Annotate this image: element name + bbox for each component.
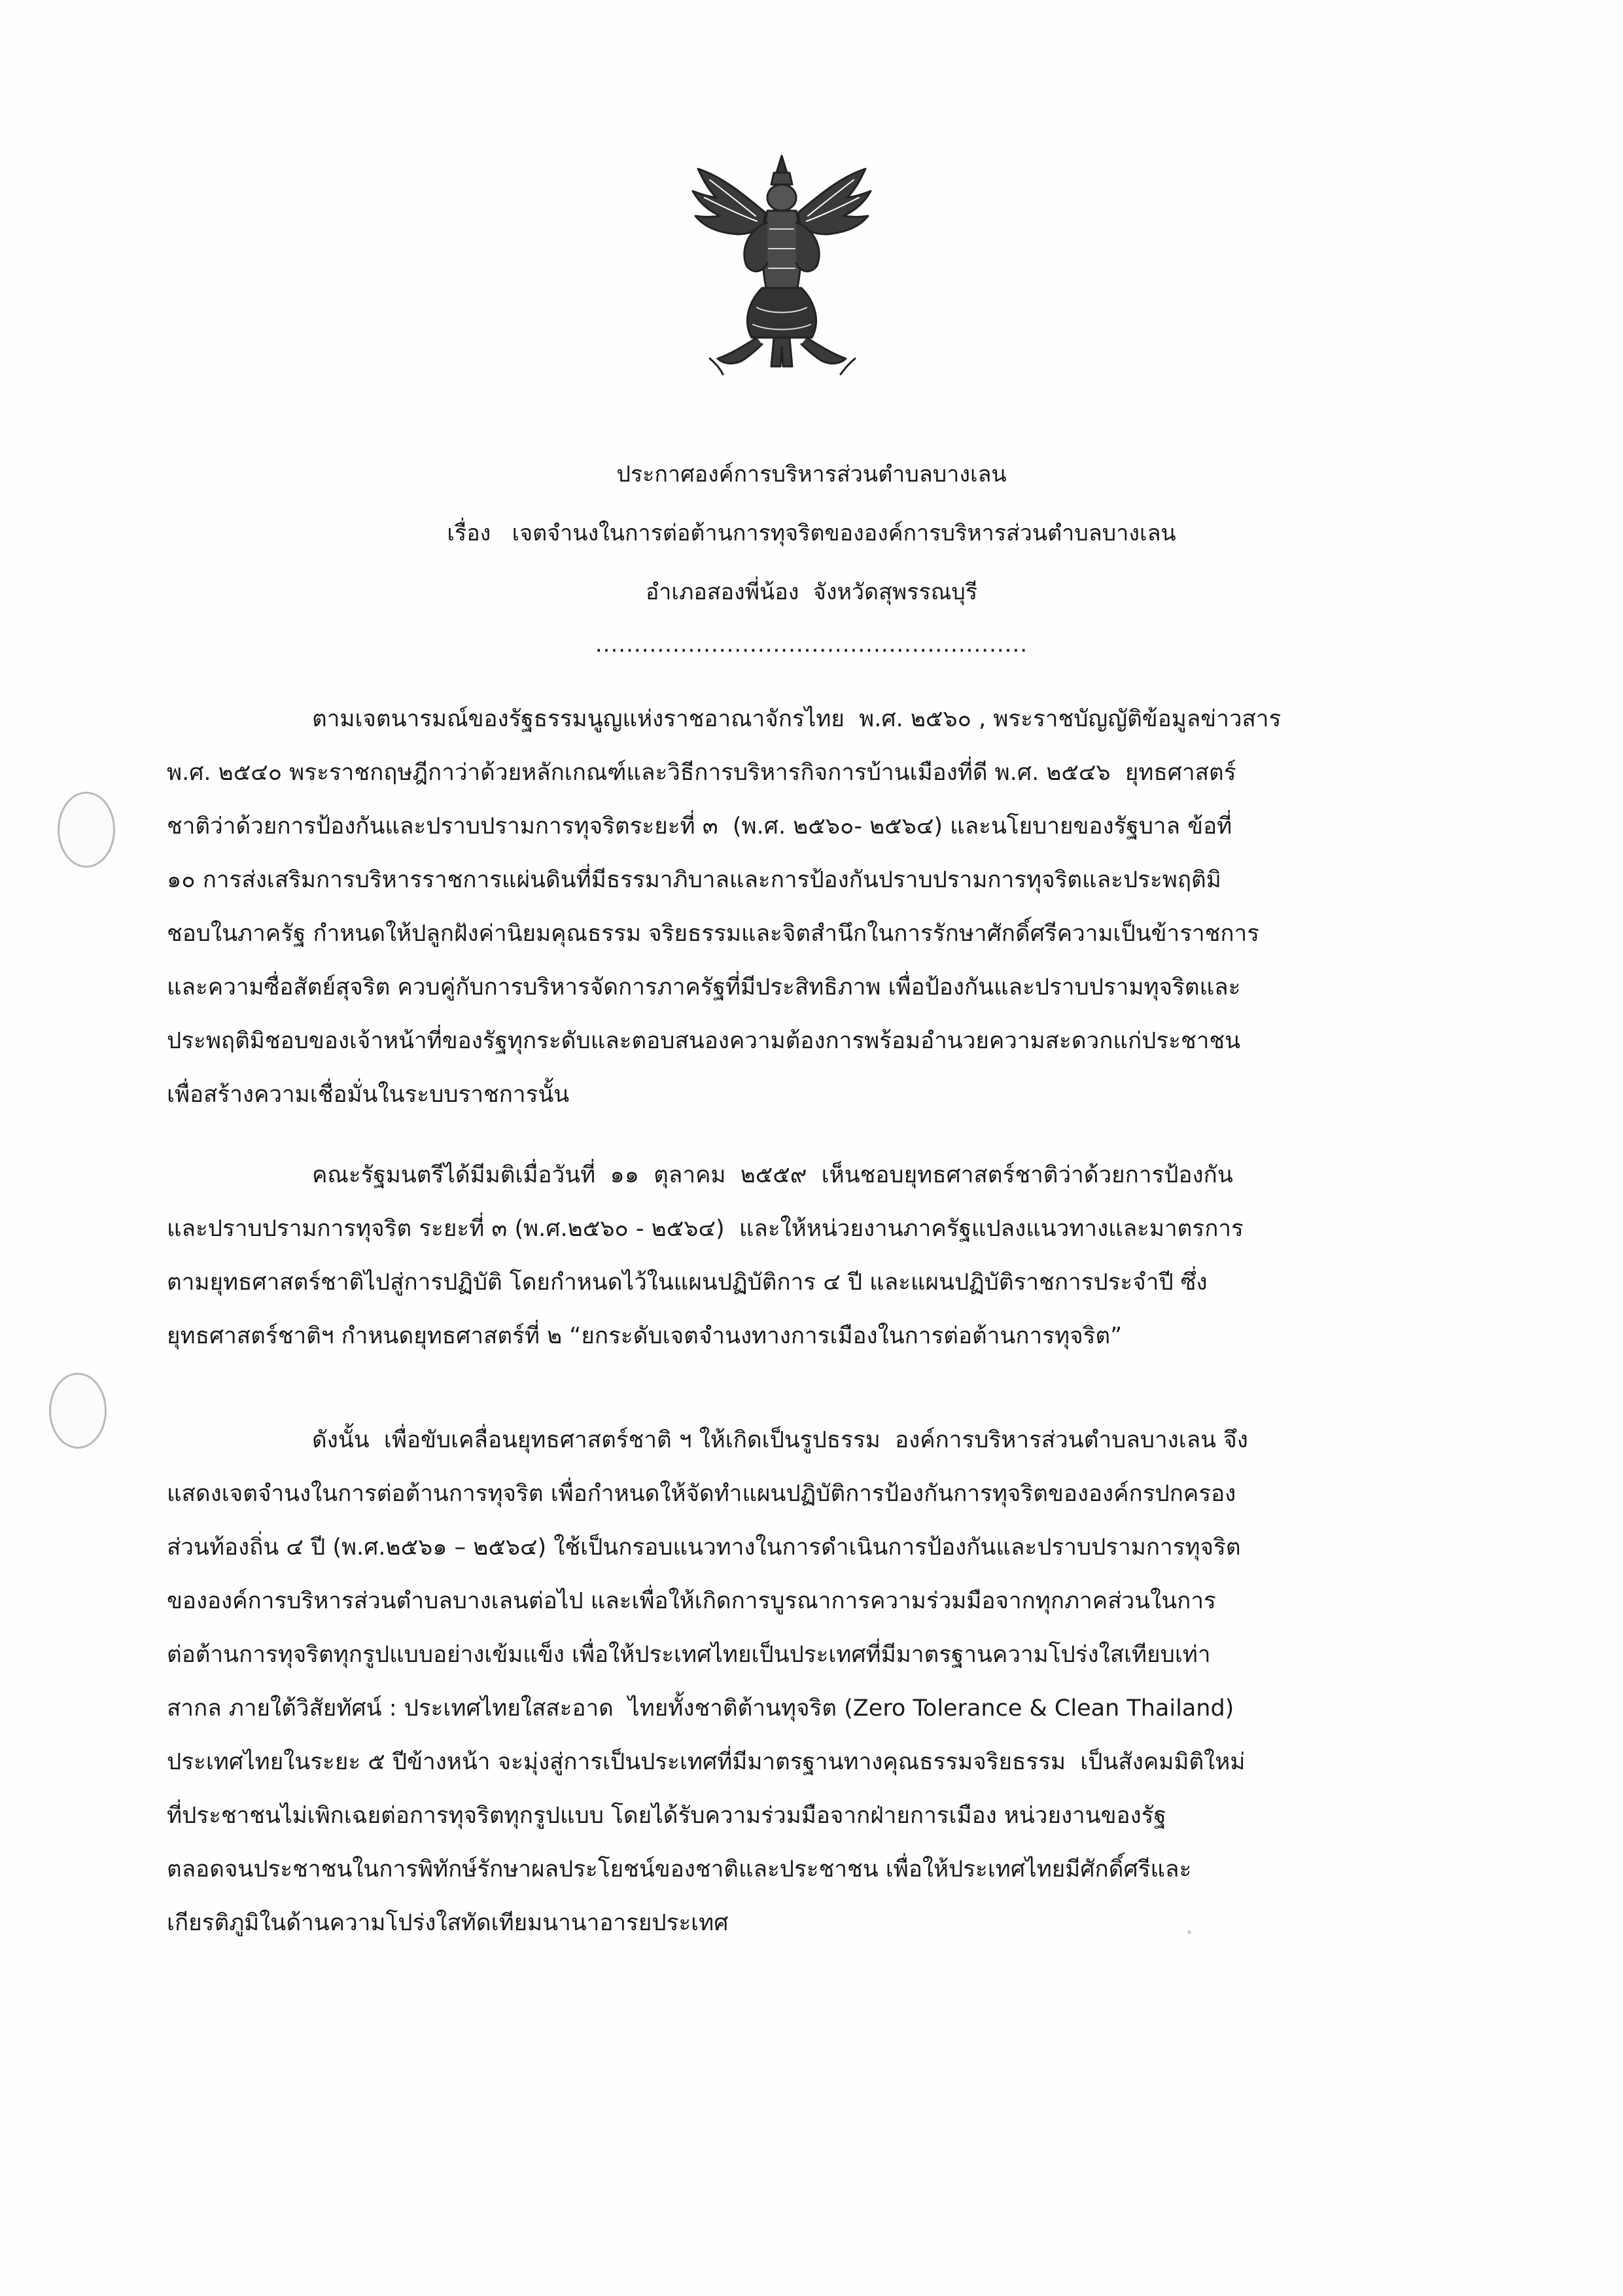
header-subject: เรื่อง เจตจำนงในการต่อต้านการทุจริตขององค์การบริหารส่วนตำบลบางเลน xyxy=(447,520,1176,546)
text-line: ๑๐ การส่งเสริมการบริหารราชการแผ่นดินที่มีธรรมาภิบาลและการป้องกันปราบปรามการทุจริตและประพฤติมิ xyxy=(167,867,1221,893)
text-line: เกียรติภูมิในด้านความโปร่งใสทัดเทียมนานาอารยประเทศ xyxy=(167,1910,729,1936)
text-line: ต่อต้านการทุจริตทุกรูปแบบอย่างเข้มแข็ง เพื่อให้ประเทศไทยเป็นประเทศที่มีมาตรฐานความโปร่งใสเทียบเท่า xyxy=(167,1642,1211,1668)
paragraph-1 xyxy=(167,692,1433,1122)
header-title: ประกาศองค์การบริหารส่วนตำบลบางเลน xyxy=(616,461,1007,487)
text-line: ชาติว่าด้วยการป้องกันและปราบปรามการทุจริตระยะที่ ๓ (พ.ศ. ๒๕๖๐- ๒๕๖๔) และนโยบายของรัฐบาล ข้อที่ xyxy=(167,813,1232,839)
text-line: ประพฤติมิชอบของเจ้าหน้าที่ของรัฐทุกระดับและตอบสนองความต้องการพร้อมอำนวยความสะดวกแก่ประชาชน xyxy=(167,1028,1241,1054)
punch-hole-top xyxy=(58,792,115,868)
text-line: พ.ศ. ๒๕๔๐ พระราชกฤษฎีกาว่าด้วยหลักเกณฑ์และวิธีการบริหารกิจการบ้านเมืองที่ดี พ.ศ. ๒๕๔๖ ยุทธศาสตร์ xyxy=(167,760,1236,786)
garuda-emblem-icon xyxy=(684,150,880,376)
text-line: เพื่อสร้างความเชื่อมั่นในระบบราชการนั้น xyxy=(167,1082,570,1108)
text-line: แสดงเจตจำนงในการต่อต้านการทุจริต เพื่อกำหนดให้จัดทำแผนปฏิบัติการป้องกันการทุจริตขององค์กรปกครอง xyxy=(167,1481,1236,1507)
text-line: ตลอดจนประชาชนในการพิทักษ์รักษาผลประโยชน์ของชาติและประชาชน เพื่อให้ประเทศไทยมีศักดิ์ศรีและ xyxy=(167,1856,1192,1882)
scan-speck xyxy=(1187,1930,1191,1934)
paragraph-2 xyxy=(167,1148,1433,1363)
text-line: ที่ประชาชนไม่เพิกเฉยต่อการทุจริตทุกรูปแบบ โดยได้รับความร่วมมือจากฝ่ายการเมือง หน่วยงานของรัฐ xyxy=(167,1803,1166,1829)
text-line: ขององค์การบริหารส่วนตำบลบางเลนต่อไป และเพื่อให้เกิดการบูรณาการความร่วมมือจากทุกภาคส่วนในการ xyxy=(167,1588,1216,1614)
text-line: ยุทธศาสตร์ชาติฯ กำหนดยุทธศาสตร์ที่ ๒ “ยกระดับเจตจำนงทางการเมืองในการต่อต้านการทุจริต” xyxy=(167,1323,1123,1349)
header-location: อำเภอสองพี่น้อง จังหวัดสุพรรณบุรี xyxy=(645,579,978,605)
text-line: ชอบในภาครัฐ กำหนดให้ปลูกฝังค่านิยมคุณธรรม จริยธรรมและจิตสำนึกในการรักษาศักดิ์ศรีความเป็นข้าราชการ xyxy=(167,921,1260,947)
text-line: และปราบปรามการทุจริต ระยะที่ ๓ (พ.ศ.๒๕๖๐ - ๒๕๖๔) และให้หน่วยงานภาครัฐแปลงแนวทางและมาตรการ xyxy=(167,1216,1244,1242)
text-line: และความซื่อสัตย์สุจริต ควบคู่กับการบริหารจัดการภาครัฐที่มีประสิทธิภาพ เพื่อป้องกันและปราบปรามทุจริตและ xyxy=(167,974,1241,1000)
punch-hole-bottom xyxy=(49,1373,107,1449)
text-line: ตามยุทธศาสตร์ชาติไปสู่การปฏิบัติ โดยกำหนดไว้ในแผนปฏิบัติการ ๔ ปี และแผนปฏิบัติราชการประจำปี ซึ่ง xyxy=(167,1269,1208,1296)
text-line: สากล ภายใต้วิสัยทัศน์ : ประเทศไทยใสสะอาด ไทยทั้งชาติต้านทุจริต (Zero Tolerance & Clean Thailand) xyxy=(167,1695,1234,1722)
paragraph-3 xyxy=(167,1413,1433,1950)
dotted-divider: ........................................................ xyxy=(595,631,1028,658)
text-line: ดังนั้น เพื่อขับเคลื่อนยุทธศาสตร์ชาติ ฯ ให้เกิดเป็นรูปธรรม องค์การบริหารส่วนตำบลบางเลน จึง xyxy=(312,1427,1248,1453)
text-line: ส่วนท้องถิ่น ๔ ปี (พ.ศ.๒๕๖๑ – ๒๕๖๔) ใช้เป็นกรอบแนวทางในการดำเนินการป้องกันและปราบปรามการทุจริต xyxy=(167,1534,1241,1561)
text-line: คณะรัฐมนตรีได้มีมติเมื่อวันที่ ๑๑ ตุลาคม ๒๕๕๙ เห็นชอบยุทธศาสตร์ชาติว่าด้วยการป้องกัน xyxy=(312,1162,1233,1188)
text-line: ตามเจตนารมณ์ของรัฐธรรมนูญแห่งราชอาณาจักรไทย พ.ศ. ๒๕๖๐ , พระราชบัญญัติข้อมูลข่าวสาร xyxy=(312,706,1282,732)
text-line: ประเทศไทยในระยะ ๕ ปีข้างหน้า จะมุ่งสู่การเป็นประเทศที่มีมาตรฐานทางคุณธรรมจริยธรรม เป็นสังคมมิติใหม่ xyxy=(167,1749,1246,1775)
